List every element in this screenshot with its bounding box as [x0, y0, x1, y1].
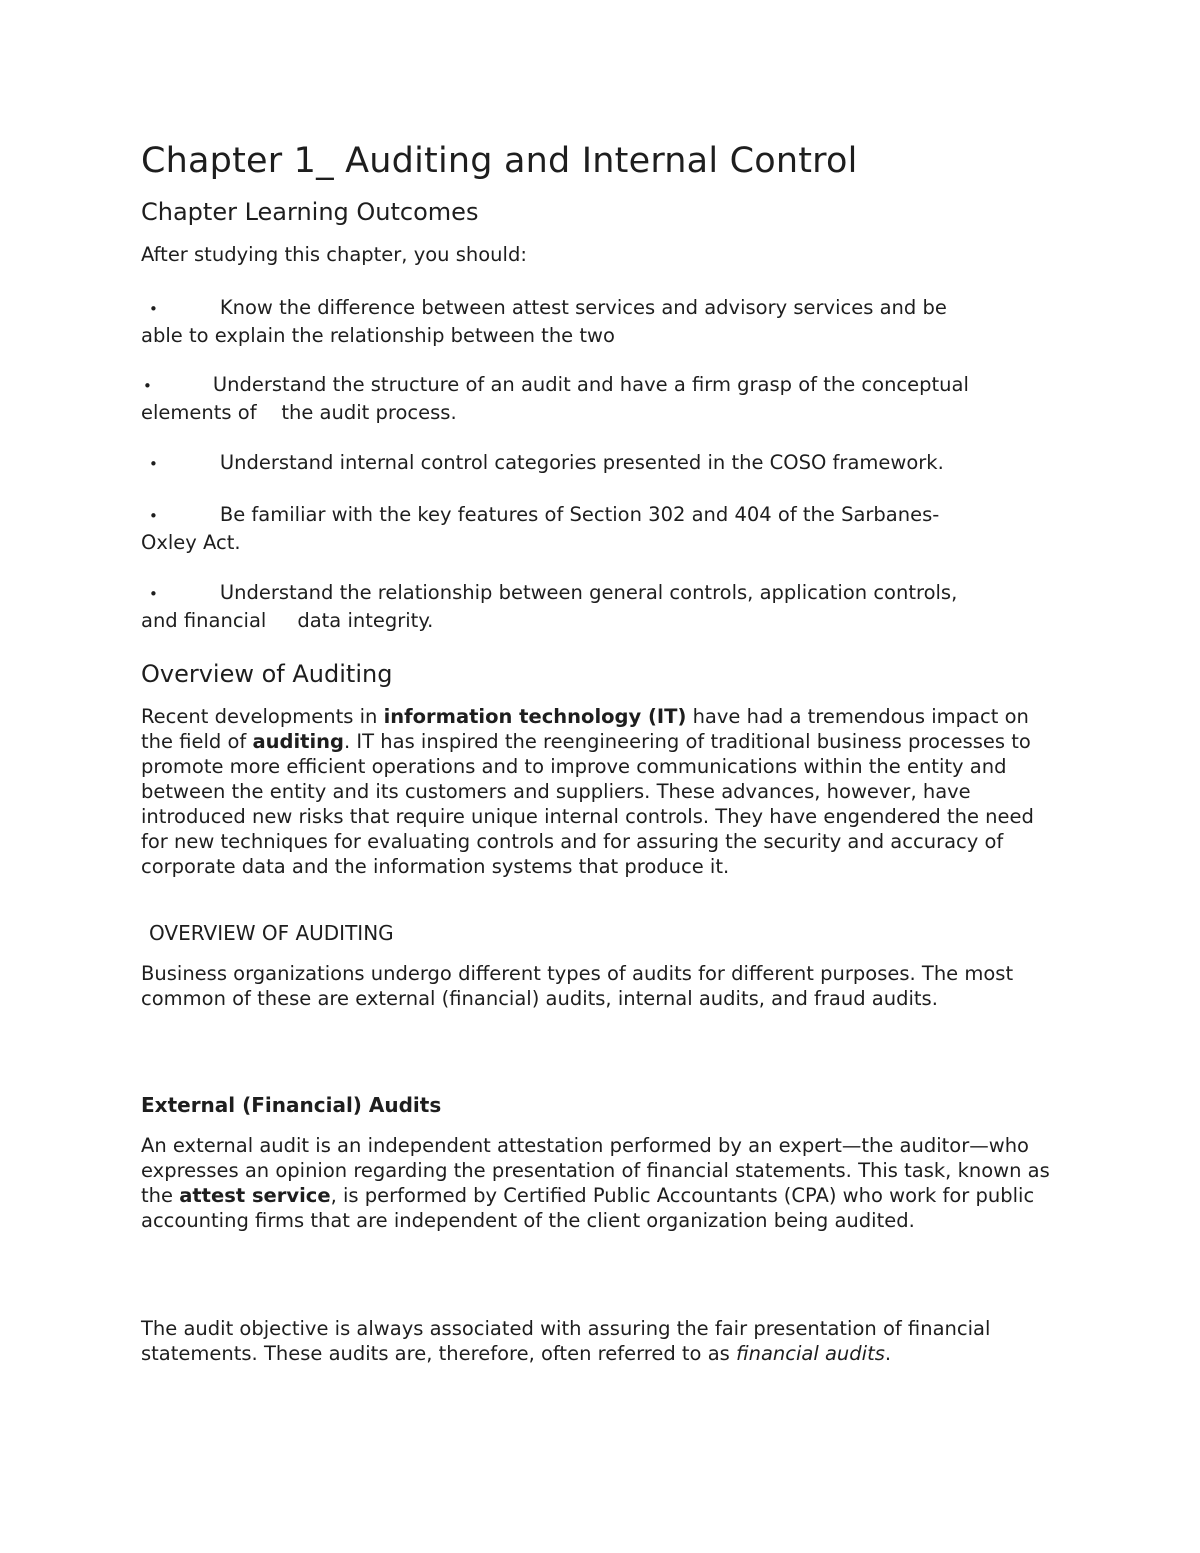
- overview-caps-heading: OVERVIEW OF AUDITING: [149, 921, 394, 945]
- outcome-line: elements of the audit process.: [141, 400, 457, 424]
- outcome-line: Understand internal control categories presented in the COSO framework.: [219, 451, 944, 474]
- bullet-icon: •: [149, 585, 158, 603]
- outcome-line: Understand the relationship between general controls, application controls,: [219, 581, 958, 604]
- external-audit-paragraph: [141, 1133, 1066, 1233]
- bullet-icon: •: [149, 455, 158, 473]
- text-run: .: [884, 1342, 892, 1365]
- chapter-title: Chapter 1_ Auditing and Internal Control: [141, 141, 858, 181]
- outcome-line: Know the difference between attest services and advisory services and be: [219, 296, 947, 319]
- outcome-item: [141, 580, 1066, 633]
- overview-heading: Overview of Auditing: [141, 660, 393, 688]
- bullet-icon: •: [149, 300, 158, 318]
- audit-objective-paragraph: [141, 1316, 1066, 1366]
- bullet-icon: •: [143, 377, 152, 395]
- intro-text: After studying this chapter, you should:: [141, 243, 527, 266]
- outcome-line: Understand the structure of an audit and have a firm grasp of the conceptual: [212, 373, 969, 396]
- learning-outcomes-heading: Chapter Learning Outcomes: [141, 198, 479, 226]
- outcome-line: able to explain the relationship between the two: [141, 323, 615, 347]
- external-audits-heading: External (Financial) Audits: [141, 1093, 442, 1117]
- text-run: An external audit is an independent attestation performed by an expert—the auditor—who expresses an opinion regarding the presentation of financial statements. This task, known as the: [141, 1134, 1050, 1207]
- outcome-line: Oxley Act.: [141, 530, 241, 554]
- audit-types-paragraph: Business organizations undergo different types of audits for different purposes. The most common of these are external (financial) audits, internal audits, and fraud audits.: [141, 962, 1014, 1010]
- overview-paragraph: [141, 704, 1066, 879]
- bold-term: information technology (IT): [383, 705, 687, 728]
- text-run: , is performed by Certified Public Accountants (CPA) who work for public accounting firms that are independent of the client organization being audited.: [141, 1184, 1035, 1232]
- text-run: have had a tremendous impact on the field of: [141, 705, 1029, 753]
- outcome-item: [141, 502, 1066, 555]
- text-run: . IT has inspired the reengineering of traditional business processes to promote more efficient operations and to improve communications within the entity and between the entity and its customers and suppliers. These advances, however, have introduced new risks that require unique internal controls. They have engendered the need for new techniques for evaluating controls and for assuring the security and accuracy of corporate data and the information systems that produce it.: [141, 730, 1034, 878]
- outcome-line: Be familiar with the key features of Section 302 and 404 of the Sarbanes-: [219, 503, 940, 526]
- bold-term: auditing: [252, 730, 344, 753]
- outcome-item: [141, 372, 1066, 425]
- text-run: Recent developments in: [141, 705, 384, 728]
- outcome-item: [141, 450, 1066, 478]
- bold-term: attest service: [179, 1184, 331, 1207]
- outcome-item: [141, 295, 1066, 348]
- outcome-line: and financial data integrity.: [141, 608, 434, 632]
- bullet-icon: •: [149, 507, 158, 525]
- italic-term: financial audits: [736, 1342, 885, 1365]
- text-run: The audit objective is always associated with assuring the fair presentation of financial statements. These audits are, therefore, often referred to as: [141, 1317, 991, 1365]
